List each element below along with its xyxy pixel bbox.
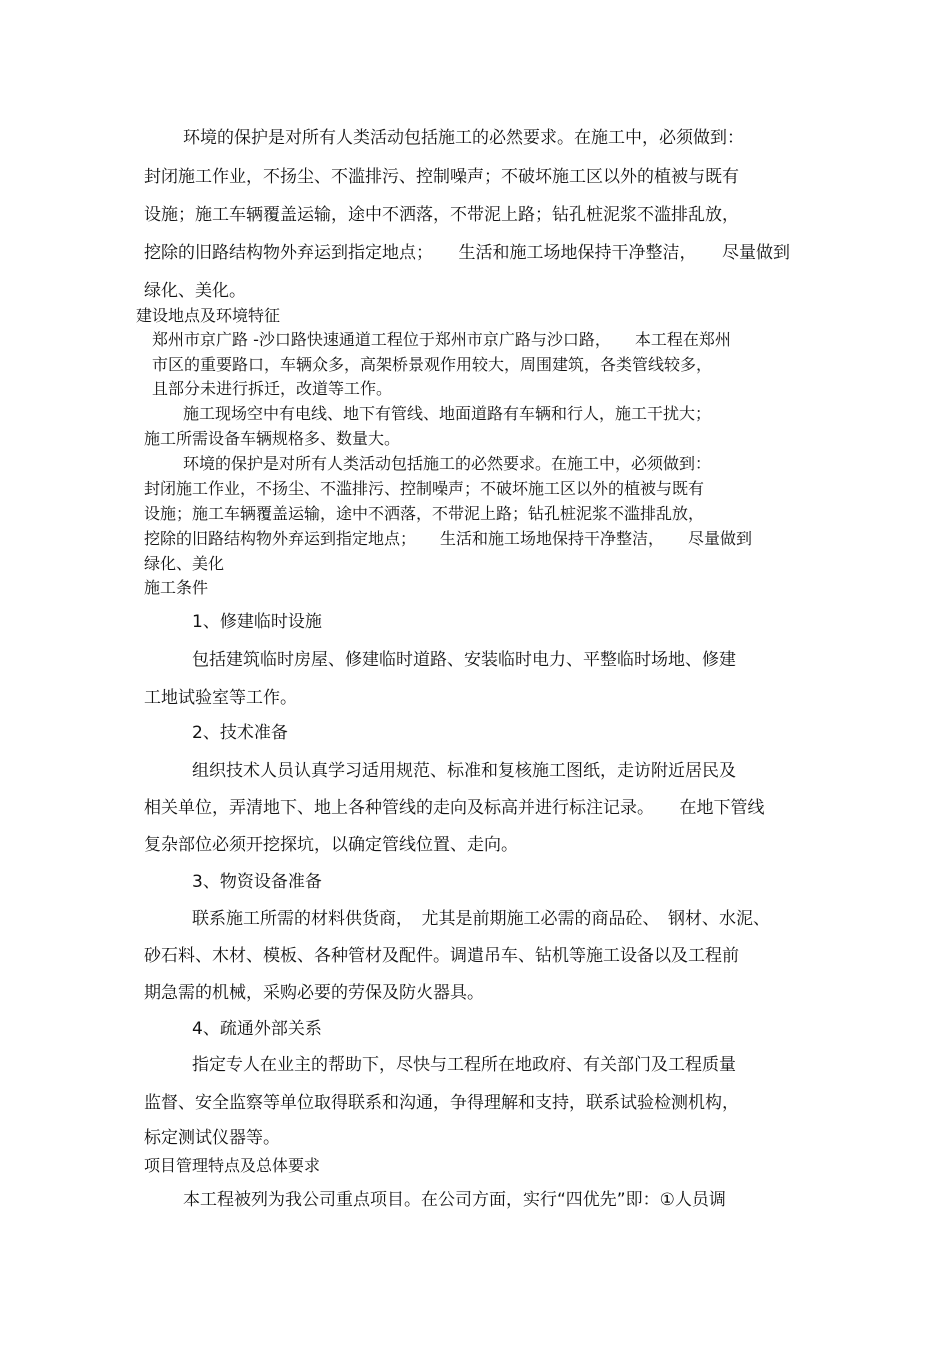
- subsection-heading: 3、物资设备准备: [192, 872, 322, 892]
- paragraph-line: 复杂部位必须开挖探坑，以确定管线位置、走向。: [144, 835, 518, 855]
- paragraph-line: 且部分未进行拆迁，改道等工作。: [152, 379, 393, 398]
- paragraph-line: 郑州市京广路 -沙口路快速通道工程位于郑州市京广路与沙口路， 本工程在郑州: [152, 330, 731, 349]
- paragraph-line: 施工所需设备车辆规格多、数量大。: [144, 429, 401, 448]
- paragraph-line: 工地试验室等工作。: [144, 688, 297, 708]
- section-heading: 建设地点及环境特征: [136, 306, 281, 325]
- paragraph-line: 环境的保护是对所有人类活动包括施工的必然要求。在施工中，必须做到：: [183, 454, 712, 473]
- paragraph-line: 组织技术人员认真学习适用规范、标准和复核施工图纸，走访附近居民及: [192, 761, 736, 781]
- section-heading: 施工条件: [144, 578, 209, 597]
- paragraph-line: 环境的保护是对所有人类活动包括施工的必然要求。在施工中，必须做到：: [183, 128, 744, 148]
- paragraph-line: 联系施工所需的材料供货商， 尤其是前期施工必需的商品砼、 钢材、水泥、: [192, 909, 770, 929]
- paragraph-line: 封闭施工作业，不扬尘、不滥排污、控制噪声；不破坏施工区以外的植被与既有: [144, 479, 705, 498]
- paragraph-line: 包括建筑临时房屋、修建临时道路、安装临时电力、平整临时场地、修建: [192, 650, 736, 670]
- paragraph-line: 本工程被列为我公司重点项目。在公司方面，实行“四优先”即：①人员调: [183, 1190, 726, 1210]
- subsection-heading: 2、技术准备: [192, 723, 288, 743]
- paragraph-line: 标定测试仪器等。: [144, 1128, 280, 1148]
- paragraph-line: 市区的重要路口，车辆众多，高架桥景观作用较大，周围建筑，各类管线较多，: [152, 355, 713, 374]
- paragraph-line: 挖除的旧路结构物外弃运到指定地点； 生活和施工场地保持干净整洁， 尽量做到: [144, 529, 753, 548]
- paragraph-line: 挖除的旧路结构物外弃运到指定地点； 生活和施工场地保持干净整洁， 尽量做到: [144, 243, 790, 263]
- paragraph-line: 指定专人在业主的帮助下，尽快与工程所在地政府、有关部门及工程质量: [192, 1055, 736, 1075]
- paragraph-line: 监督、安全监察等单位取得联系和沟通，争得理解和支持，联系试验检测机构，: [144, 1093, 739, 1113]
- paragraph-line: 期急需的机械，采购必要的劳保及防火器具。: [144, 983, 484, 1003]
- paragraph-line: 封闭施工作业，不扬尘、不滥排污、控制噪声；不破坏施工区以外的植被与既有: [144, 167, 739, 187]
- subsection-heading: 4、疏通外部关系: [192, 1019, 322, 1039]
- paragraph-line: 绿化、美化。: [144, 281, 246, 301]
- paragraph-line: 施工现场空中有电线、地下有管线、地面道路有车辆和行人，施工干扰大；: [183, 404, 712, 423]
- subsection-heading: 1、修建临时设施: [192, 612, 322, 632]
- paragraph-line: 绿化、美化: [144, 554, 225, 573]
- section-heading: 项目管理特点及总体要求: [144, 1156, 321, 1175]
- paragraph-line: 设施；施工车辆覆盖运输，途中不洒落，不带泥上路；钻孔桩泥浆不滥排乱放，: [144, 504, 705, 523]
- paragraph-line: 设施；施工车辆覆盖运输，途中不洒落，不带泥上路；钻孔桩泥浆不滥排乱放，: [144, 205, 739, 225]
- paragraph-line: 相关单位，弄清地下、地上各种管线的走向及标高并进行标注记录。 在地下管线: [144, 798, 765, 818]
- paragraph-line: 砂石料、木材、模板、各种管材及配件。调遣吊车、钻机等施工设备以及工程前: [144, 946, 739, 966]
